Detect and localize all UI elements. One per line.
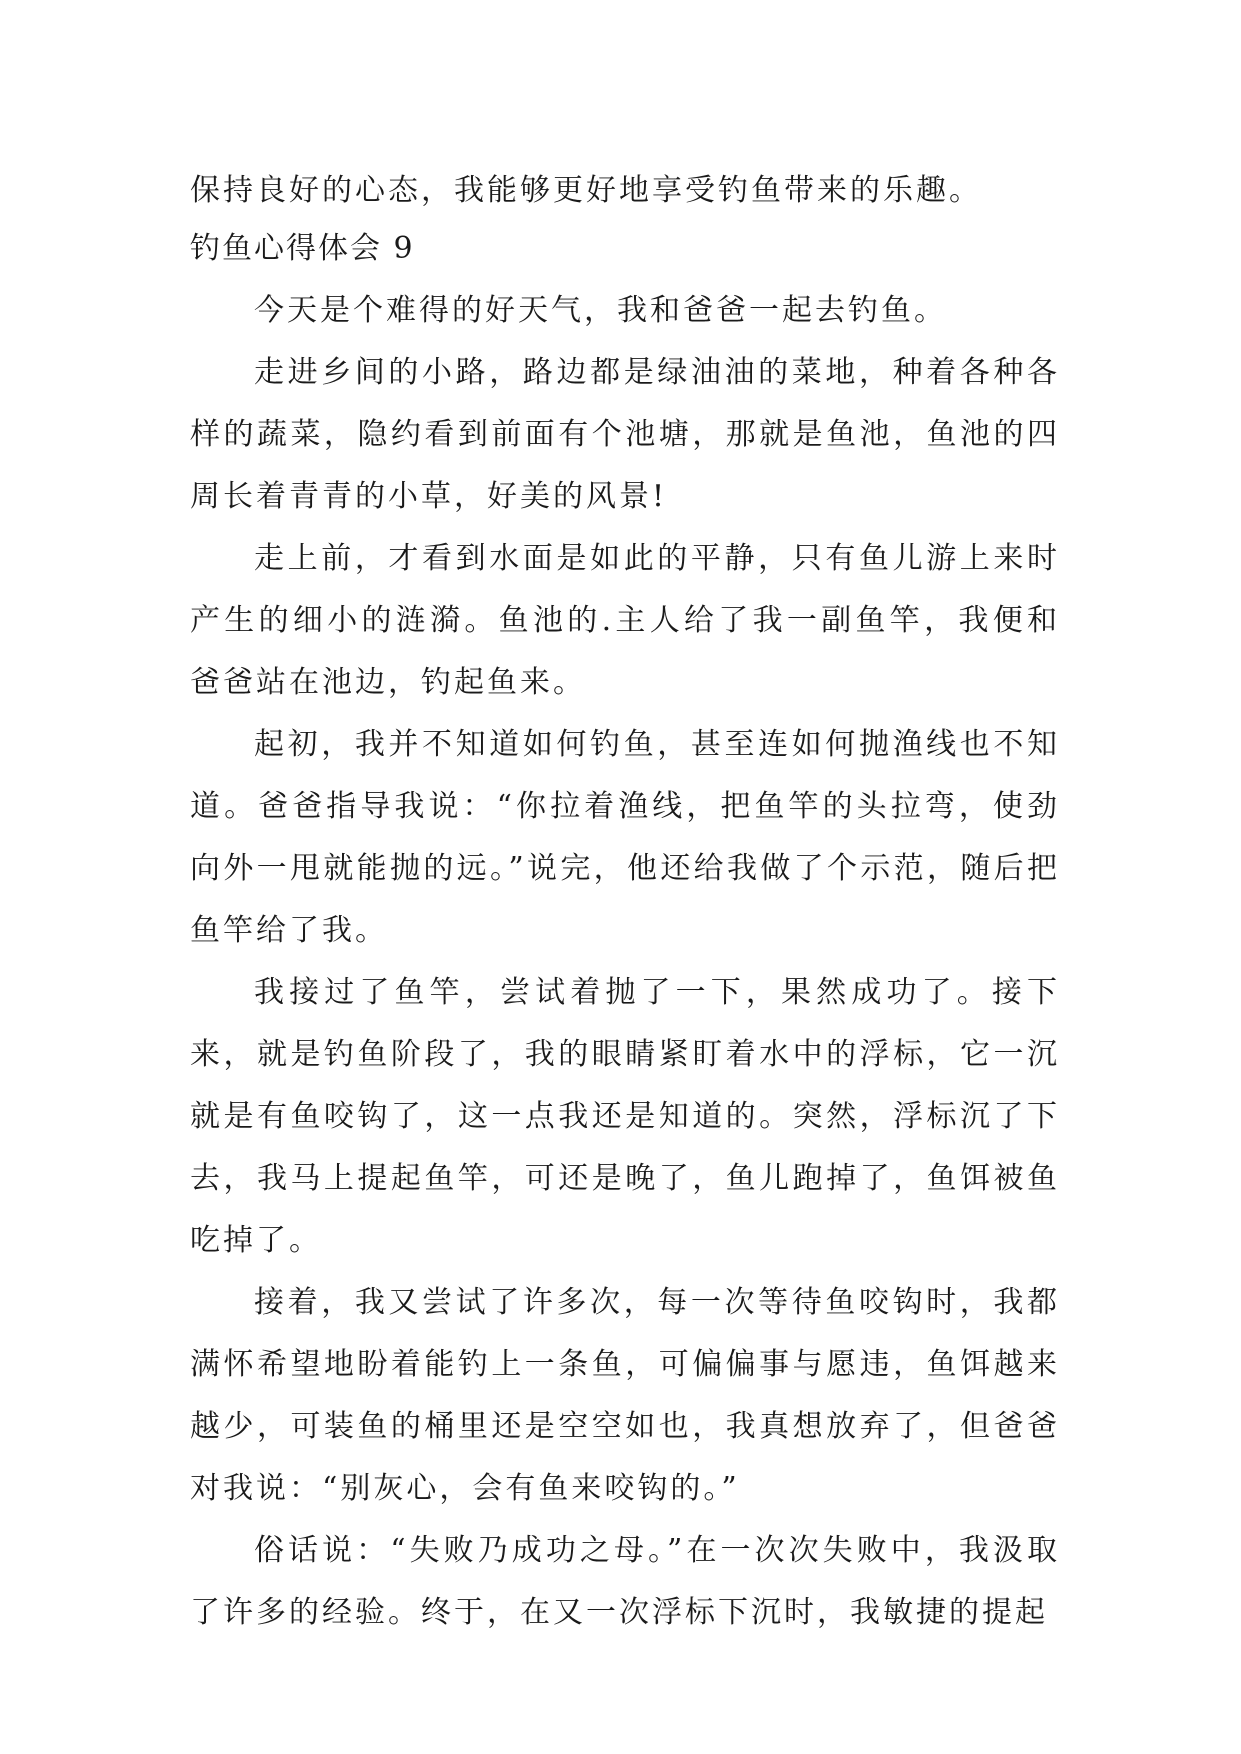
paragraph-5: 我接过了鱼竿，尝试着抛了一下，果然成功了。接下来，就是钓鱼阶段了，我的眼睛紧盯着水中的浮标，它一沉就是有鱼咬钩了，这一点我还是知道的。突然，浮标沉了下去，我马上提起鱼竿，可还是晚了，鱼儿跑掉了，鱼饵被鱼吃掉了。 [190,975,1060,1258]
paragraph-6: 接着，我又尝试了许多次，每一次等待鱼咬钩时，我都满怀希望地盼着能钓上一条鱼，可偏偏事与愿违，鱼饵越来越少，可装鱼的桶里还是空空如也，我真想放弃了，但爸爸对我说：“别灰心，会有鱼来咬钩的。” [190,1285,1060,1506]
section-heading: 钓鱼心得体会 9 [190,231,415,266]
paragraph-3: 走上前，才看到水面是如此的平静，只有鱼儿游上来时产生的细小的涟漪。鱼池的.主人给了我一副鱼竿，我便和爸爸站在池边，钓起鱼来。 [190,541,1060,700]
paragraph-7: 俗话说：“失败乃成功之母。”在一次次失败中，我汲取了许多的经验。终于，在又一次浮标下沉时，我敏捷的提起 [190,1533,1060,1630]
document-body [190,160,1060,1644]
paragraph-4: 起初，我并不知道如何钓鱼，甚至连如何抛渔线也不知道。爸爸指导我说：“你拉着渔线，把鱼竿的头拉弯，使劲向外一甩就能抛的远。”说完，他还给我做了个示范，随后把鱼竿给了我。 [190,727,1060,948]
paragraph-1: 今天是个难得的好天气，我和爸爸一起去钓鱼。 [254,293,947,328]
paragraph-2: 走进乡间的小路，路边都是绿油油的菜地，种着各种各样的蔬菜，隐约看到前面有个池塘，那就是鱼池，鱼池的四周长着青青的小草，好美的风景! [190,355,1060,514]
continuation-line: 保持良好的心态，我能够更好地享受钓鱼带来的乐趣。 [190,173,982,208]
